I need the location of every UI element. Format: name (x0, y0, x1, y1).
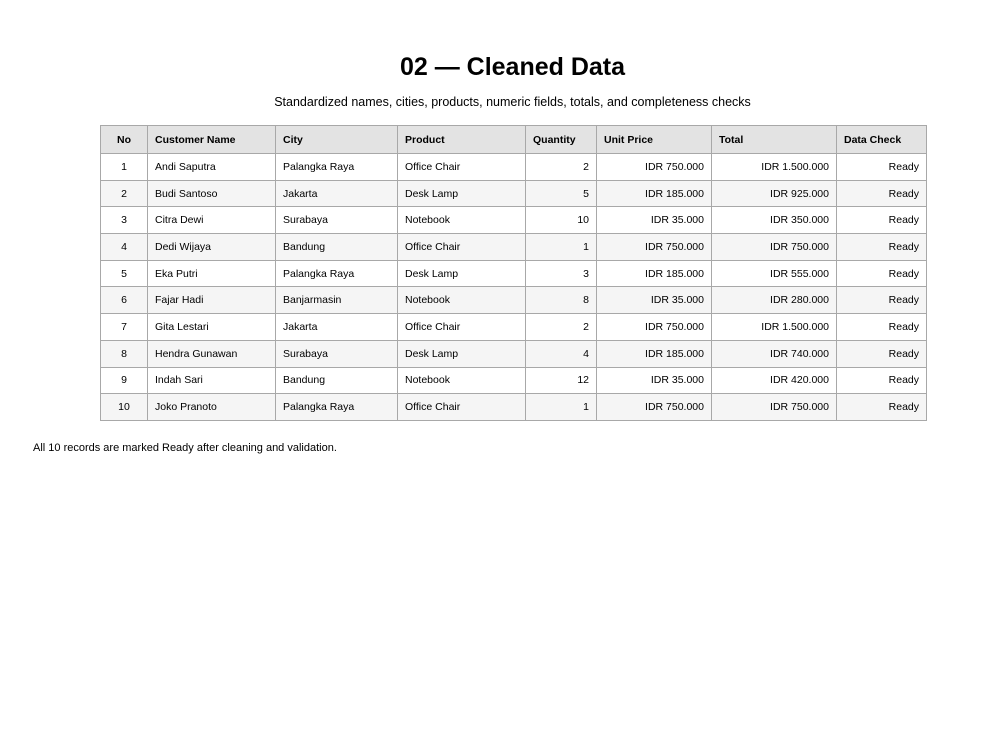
column-header-customer-name: Customer Name (148, 126, 276, 154)
table-row (101, 287, 927, 314)
cell-customer-name: Hendra Gunawan (148, 340, 276, 367)
column-header-product: Product (398, 126, 526, 154)
cell-no: 7 (101, 314, 148, 341)
cell-product: Office Chair (398, 314, 526, 341)
cell-total: IDR 280.000 (712, 287, 837, 314)
cell-quantity: 1 (526, 394, 597, 421)
cell-customer-name: Budi Santoso (148, 180, 276, 207)
table-row (101, 154, 927, 181)
cell-no: 10 (101, 394, 148, 421)
cell-city: Jakarta (276, 180, 398, 207)
cell-product: Desk Lamp (398, 180, 526, 207)
table-row (101, 180, 927, 207)
page-subtitle: Standardized names, cities, products, numeric fields, totals, and completeness checks (274, 95, 751, 109)
cell-city: Bandung (276, 367, 398, 394)
cell-city: Palangka Raya (276, 154, 398, 181)
cell-unit-price: IDR 35.000 (597, 367, 712, 394)
cell-product: Office Chair (398, 234, 526, 261)
page-title: 02 — Cleaned Data (399, 53, 626, 81)
cell-no: 1 (101, 154, 148, 181)
cell-city: Surabaya (276, 207, 398, 234)
cell-unit-price: IDR 750.000 (597, 154, 712, 181)
cell-total: IDR 1.500.000 (712, 314, 837, 341)
column-header-data-check: Data Check (837, 126, 927, 154)
cell-customer-name: Andi Saputra (148, 154, 276, 181)
cell-product: Office Chair (398, 394, 526, 421)
cell-quantity: 4 (526, 340, 597, 367)
cell-product: Notebook (398, 207, 526, 234)
column-header-city: City (276, 126, 398, 154)
table-row (101, 367, 927, 394)
cell-total: IDR 925.000 (712, 180, 837, 207)
cell-data-check: Ready (837, 287, 927, 314)
table-row (101, 314, 927, 341)
cell-quantity: 5 (526, 180, 597, 207)
cell-customer-name: Citra Dewi (148, 207, 276, 234)
cell-data-check: Ready (837, 394, 927, 421)
column-header-unit-price: Unit Price (597, 126, 712, 154)
cleaned-data-table (100, 125, 927, 421)
cell-customer-name: Fajar Hadi (148, 287, 276, 314)
cell-data-check: Ready (837, 367, 927, 394)
column-header-total: Total (712, 126, 837, 154)
cell-unit-price: IDR 185.000 (597, 180, 712, 207)
cell-quantity: 10 (526, 207, 597, 234)
cell-quantity: 1 (526, 234, 597, 261)
cell-quantity: 12 (526, 367, 597, 394)
cell-customer-name: Dedi Wijaya (148, 234, 276, 261)
cell-unit-price: IDR 35.000 (597, 207, 712, 234)
cell-no: 2 (101, 180, 148, 207)
cell-unit-price: IDR 750.000 (597, 394, 712, 421)
cell-total: IDR 555.000 (712, 260, 837, 287)
cell-city: Banjarmasin (276, 287, 398, 314)
column-header-no: No (101, 126, 148, 154)
table-row (101, 340, 927, 367)
cell-data-check: Ready (837, 314, 927, 341)
cell-no: 5 (101, 260, 148, 287)
cell-no: 9 (101, 367, 148, 394)
table-row (101, 234, 927, 261)
cell-quantity: 2 (526, 314, 597, 341)
cell-unit-price: IDR 750.000 (597, 234, 712, 261)
cell-city: Palangka Raya (276, 394, 398, 421)
cell-quantity: 8 (526, 287, 597, 314)
cell-customer-name: Joko Pranoto (148, 394, 276, 421)
table-row (101, 207, 927, 234)
cell-city: Surabaya (276, 340, 398, 367)
cell-city: Palangka Raya (276, 260, 398, 287)
cell-quantity: 2 (526, 154, 597, 181)
cell-data-check: Ready (837, 207, 927, 234)
cell-unit-price: IDR 185.000 (597, 260, 712, 287)
cell-customer-name: Eka Putri (148, 260, 276, 287)
cell-unit-price: IDR 35.000 (597, 287, 712, 314)
cell-quantity: 3 (526, 260, 597, 287)
cell-data-check: Ready (837, 260, 927, 287)
cell-no: 3 (101, 207, 148, 234)
cell-data-check: Ready (837, 180, 927, 207)
cell-data-check: Ready (837, 234, 927, 261)
cell-no: 4 (101, 234, 148, 261)
cell-product: Desk Lamp (398, 340, 526, 367)
cell-product: Notebook (398, 287, 526, 314)
footer-note: All 10 records are marked Ready after cleaning and validation. (33, 442, 337, 454)
cell-product: Office Chair (398, 154, 526, 181)
cell-no: 6 (101, 287, 148, 314)
cell-city: Jakarta (276, 314, 398, 341)
cell-total: IDR 350.000 (712, 207, 837, 234)
cell-customer-name: Gita Lestari (148, 314, 276, 341)
cell-no: 8 (101, 340, 148, 367)
column-header-quantity: Quantity (526, 126, 597, 154)
cell-unit-price: IDR 750.000 (597, 314, 712, 341)
cell-unit-price: IDR 185.000 (597, 340, 712, 367)
cell-city: Bandung (276, 234, 398, 261)
table-row (101, 260, 927, 287)
table-row (101, 394, 927, 421)
cell-data-check: Ready (837, 340, 927, 367)
cell-total: IDR 750.000 (712, 234, 837, 261)
cell-total: IDR 750.000 (712, 394, 837, 421)
cell-data-check: Ready (837, 154, 927, 181)
cell-total: IDR 420.000 (712, 367, 837, 394)
cell-customer-name: Indah Sari (148, 367, 276, 394)
cell-total: IDR 740.000 (712, 340, 837, 367)
cell-product: Desk Lamp (398, 260, 526, 287)
cell-product: Notebook (398, 367, 526, 394)
cell-total: IDR 1.500.000 (712, 154, 837, 181)
table-header-row (101, 126, 927, 154)
